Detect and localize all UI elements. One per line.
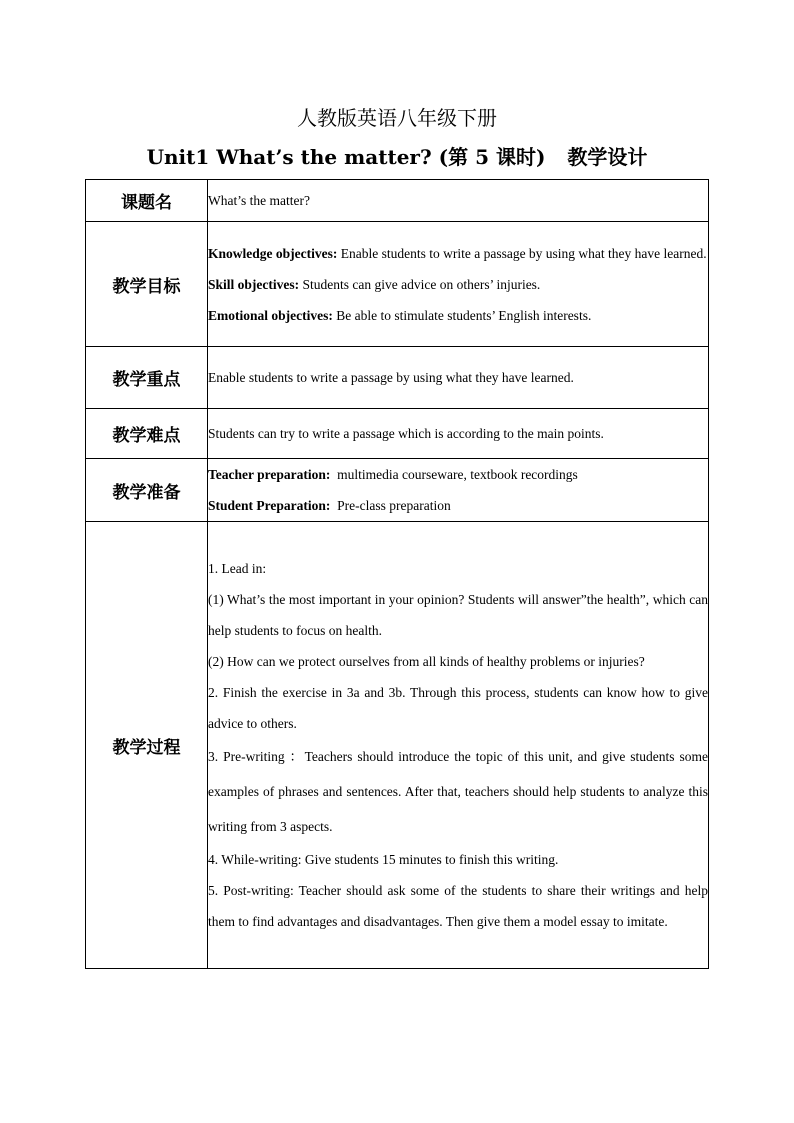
skill-text: Students can give advice on others’ injuries. [299, 276, 541, 292]
document-title: 人教版英语八年级下册 [297, 106, 497, 130]
table-row-difficulties [86, 409, 709, 459]
row-content-topic [208, 180, 709, 222]
table-row-preparation [86, 459, 709, 522]
row-content-process [208, 522, 709, 969]
row-content-objectives [208, 222, 709, 347]
row-label-objectives: 教学目标 [86, 222, 208, 347]
row-content-difficulties [208, 409, 709, 459]
skill-objectives [208, 269, 708, 300]
difficulties-text: Students can try to write a passage which is according to the main points. [208, 426, 604, 441]
row-label-preparation: 教学准备 [86, 459, 208, 522]
table-row-key-points [86, 347, 709, 409]
table-row-process [86, 522, 709, 969]
process-step: (1) What’s the most important in your opinion? Students will answer”the health”, which can help students to focus on health. [208, 592, 708, 638]
subtitle-tail: 教学设计 [567, 145, 648, 169]
document-subtitle [0, 143, 794, 171]
row-content-key-points [208, 347, 709, 409]
table-row-objectives [86, 222, 709, 347]
key-points-text: Enable students to write a passage by using what they have learned. [208, 370, 574, 385]
process-step: 1. Lead in: [208, 561, 267, 576]
row-label-topic: 课题名 [86, 180, 208, 222]
lesson-plan-table [85, 179, 709, 969]
process-step: 5. Post-writing: Teacher should ask some of the students to share their writings and help them to find advantages and disadvantages. Then give them a model essay to imitate. [208, 883, 708, 929]
knowledge-objectives [208, 238, 708, 269]
row-content-preparation [208, 459, 709, 522]
process-step: (2) How can we protect ourselves from all kinds of healthy problems or injuries? [208, 654, 645, 669]
row-label-key-points: 教学重点 [86, 347, 208, 409]
row-label-difficulties: 教学难点 [86, 409, 208, 459]
table-row-topic [86, 180, 709, 222]
process-step: 3. Pre-writing ：Teachers should introduce the topic of this unit, and give students some examples of phrases and sentences. After that, teachers should help students to analyze this writing from 3 aspects. [208, 749, 708, 834]
emotional-text: Be able to stimulate students’ English interests. [332, 307, 592, 323]
knowledge-text: Enable students to write a passage by using what they have learned. [337, 245, 707, 261]
teacher-preparation [208, 459, 708, 490]
teacher-preparation-label: Teacher preparation: [208, 467, 331, 482]
emotional-label: Emotional objectives: [208, 307, 333, 323]
student-preparation-label: Student Preparation: [208, 498, 331, 513]
process-step: 2. Finish the exercise in 3a and 3b. Through this process, students can know how to give advice to others. [208, 685, 708, 731]
process-step: 4. While-writing: Give students 15 minutes to finish this writing. [208, 852, 559, 867]
knowledge-label: Knowledge objectives: [208, 245, 338, 261]
student-preparation-text: Pre-class preparation [330, 498, 451, 513]
row-label-process: 教学过程 [86, 522, 208, 969]
emotional-objectives [208, 300, 708, 331]
subtitle-main: Unit1 What’s the matter? (第 5 课时) [146, 145, 546, 169]
teacher-preparation-text: multimedia courseware, textbook recordings [330, 467, 578, 482]
topic-text: What’s the matter? [208, 193, 310, 208]
skill-label: Skill objectives: [208, 276, 300, 292]
student-preparation [208, 490, 708, 521]
